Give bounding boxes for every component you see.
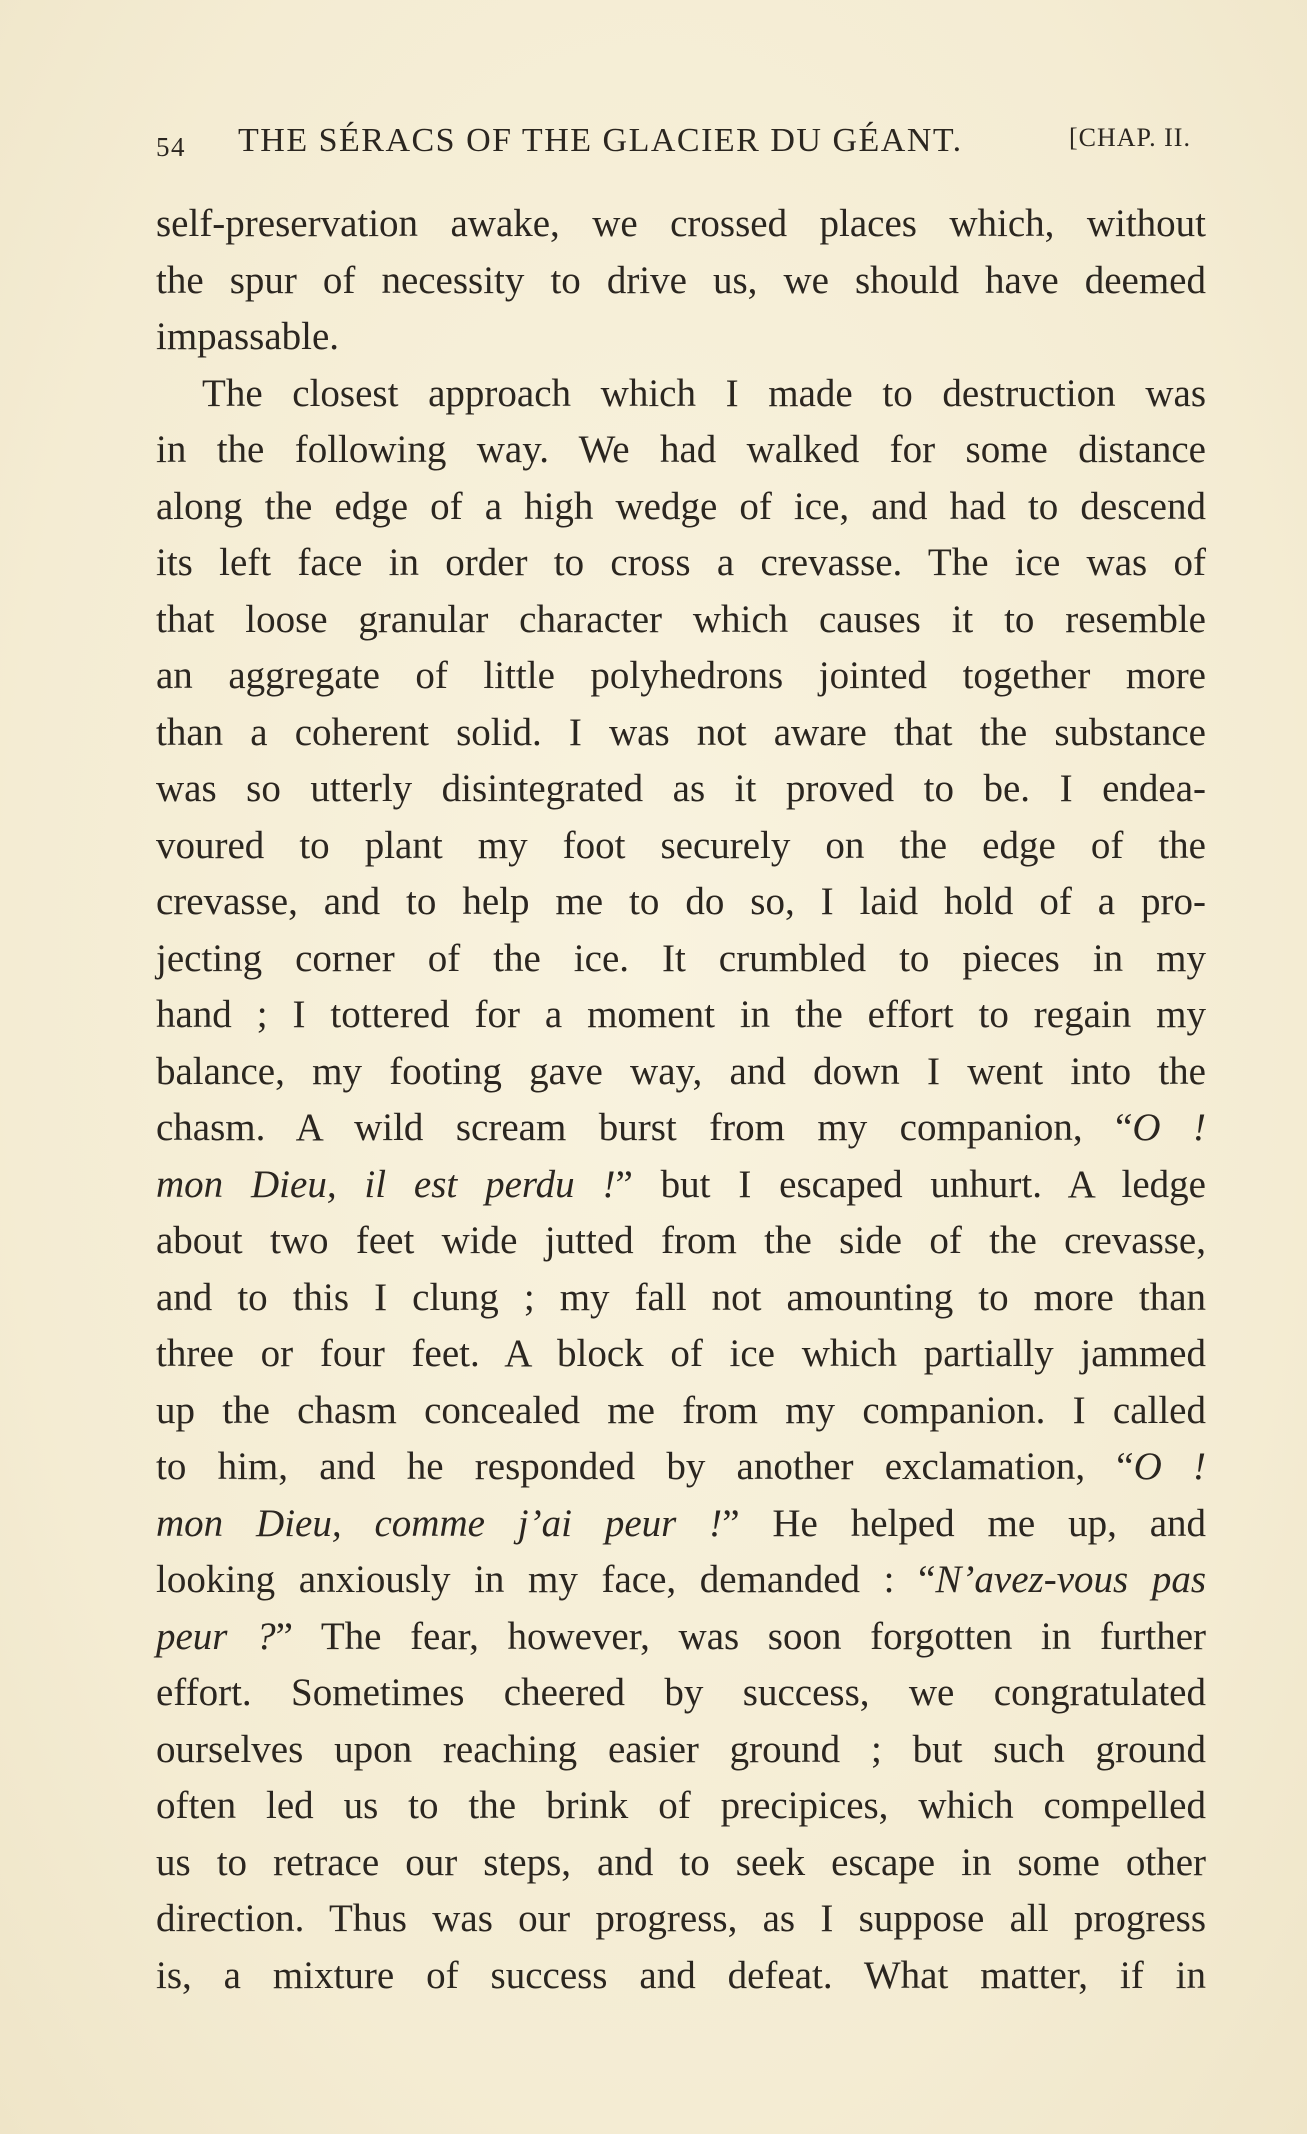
text-line [156, 987, 1206, 1044]
text-line [156, 761, 1206, 818]
text-line [156, 705, 1206, 762]
text-run: effort. Sometimes cheered by success, we congratulated [156, 1671, 1206, 1714]
text-line [156, 874, 1206, 931]
text-line [156, 1891, 1206, 1948]
text-run: an aggregate of little polyhedrons jointed together more [156, 654, 1206, 697]
italic-text: mon Dieu, comme j’ai peur ! [156, 1501, 723, 1545]
text-line [156, 366, 1206, 423]
text-run: was so utterly disintegrated as it proved to be. I endea- [156, 767, 1206, 810]
text-line [156, 1157, 1206, 1214]
text-run: The closest approach which I made to destruction was [202, 371, 1206, 415]
italic-text: O ! [1132, 1106, 1206, 1149]
text-run: up the chasm concealed me from my companion. I called [156, 1388, 1206, 1432]
text-line [156, 1100, 1206, 1157]
text-run: direction. Thus was our progress, as I suppose all progress [156, 1897, 1206, 1940]
text-line [156, 1722, 1206, 1779]
text-run: impassable. [156, 315, 340, 358]
text-line [156, 592, 1206, 649]
text-run: looking anxiously in my face, demanded : “ [156, 1558, 936, 1601]
text-run: often led us to the brink of precipices, which compelled [156, 1784, 1206, 1827]
text-run: than a coherent solid. I was not aware that the substance [156, 710, 1206, 754]
text-run: the spur of necessity to drive us, we should have deemed [156, 258, 1206, 302]
text-line [156, 1609, 1206, 1666]
text-line [156, 1044, 1206, 1101]
text-line [156, 1383, 1206, 1440]
text-line [156, 422, 1206, 479]
text-run: chasm. A wild scream burst from my companion, “ [156, 1106, 1133, 1149]
text-run: its left face in order to cross a crevasse. The ice was of [156, 541, 1206, 584]
running-title: THE SÉRACS OF THE GLACIER DU GÉANT. [238, 122, 963, 159]
text-run: jecting corner of the ice. It crumbled to pieces in my [156, 936, 1206, 980]
running-header [156, 122, 1206, 172]
text-line [156, 1496, 1206, 1553]
text-line [156, 931, 1206, 988]
text-line [156, 1552, 1206, 1609]
text-run: about two feet wide jutted from the side of the crevasse, [156, 1219, 1206, 1262]
text-run: and to this I clung ; my fall not amounting to more than [156, 1275, 1206, 1319]
italic-text: mon Dieu, il est perdu ! [156, 1162, 616, 1206]
text-line [156, 479, 1206, 536]
text-line [156, 818, 1206, 875]
italic-text: O ! [1133, 1445, 1206, 1488]
text-run: is, a mixture of success and defeat. What matter, if in [156, 1953, 1206, 1997]
text-line [156, 535, 1206, 592]
text-run: that loose granular character which causes it to resemble [156, 597, 1206, 641]
text-run: ourselves upon reaching easier ground ; but such ground [156, 1727, 1206, 1771]
italic-text: N’avez-vous pas [935, 1558, 1206, 1601]
page-number: 54 [156, 132, 186, 162]
text-run: ” but I escaped unhurt. A ledge [615, 1162, 1206, 1206]
text-run: voured to plant my foot securely on the edge of the [156, 823, 1206, 867]
text-line [156, 1778, 1206, 1835]
text-line [156, 309, 1206, 366]
text-run: self-preservation awake, we crossed places which, without [156, 202, 1206, 245]
text-run: to him, and he responded by another exclamation, “ [156, 1445, 1134, 1488]
text-line [156, 253, 1206, 310]
text-run: ” The fear, however, was soon forgotten in further [275, 1614, 1206, 1658]
text-line [156, 1326, 1206, 1383]
text-line [156, 1439, 1206, 1496]
text-line [156, 1835, 1206, 1892]
text-line [156, 1948, 1206, 2005]
text-run: in the following way. We had walked for some distance [156, 428, 1206, 471]
text-run: us to retrace our steps, and to seek escape in some other [156, 1840, 1206, 1884]
body-text [156, 196, 1206, 2004]
text-line [156, 1270, 1206, 1327]
text-line [156, 196, 1206, 253]
text-line [156, 1213, 1206, 1270]
text-line [156, 1665, 1206, 1722]
text-line [156, 648, 1206, 705]
chapter-marker: [CHAP. II. [1069, 123, 1191, 152]
text-run: balance, my footing gave way, and down I went into the [156, 1049, 1206, 1093]
text-run: hand ; I tottered for a moment in the effort to regain my [156, 993, 1206, 1036]
text-run: along the edge of a high wedge of ice, and had to descend [156, 484, 1206, 528]
text-run: crevasse, and to help me to do so, I laid hold of a pro- [156, 880, 1206, 923]
text-run: three or four feet. A block of ice which partially jammed [156, 1332, 1206, 1375]
italic-text: peur ? [156, 1614, 276, 1658]
text-run: ” He helped me up, and [722, 1501, 1207, 1545]
